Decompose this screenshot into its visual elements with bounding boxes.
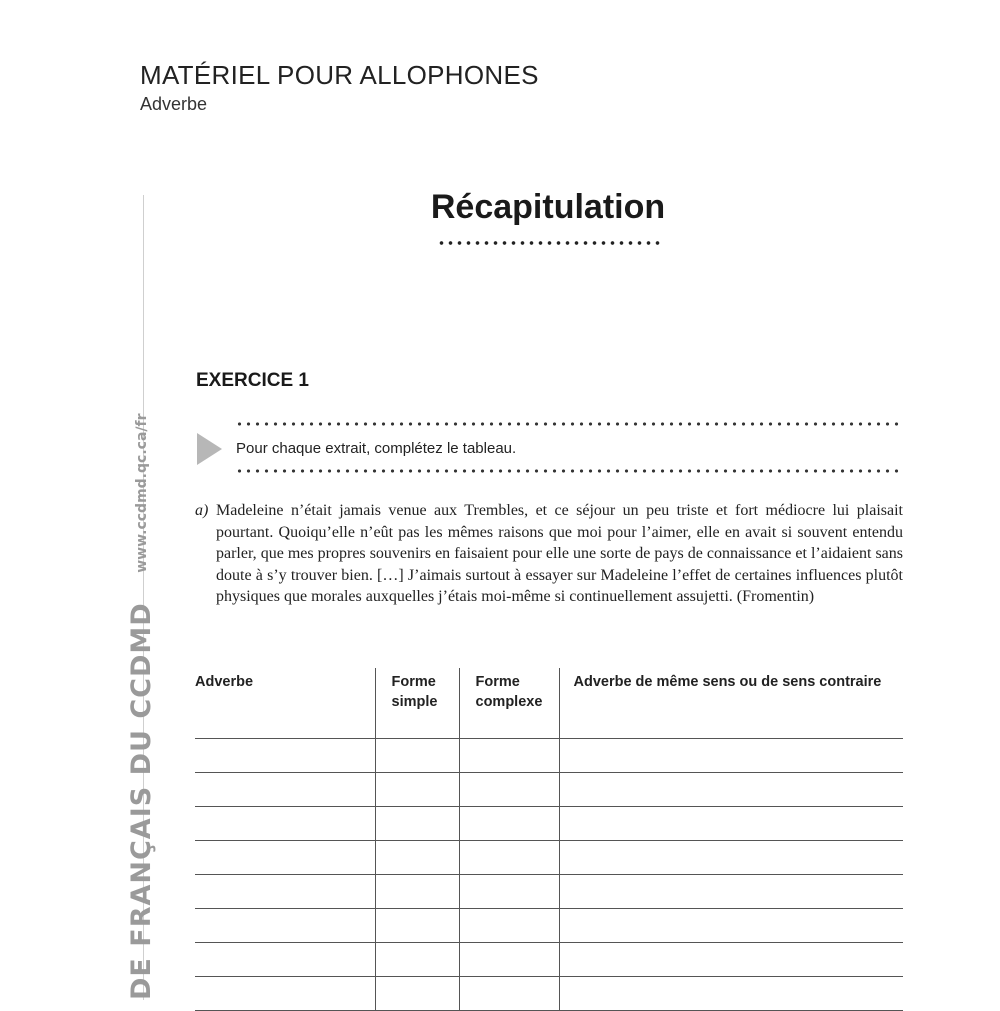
answer-cell[interactable] bbox=[375, 977, 459, 1011]
table-row bbox=[195, 943, 903, 977]
column-header-sens: Adverbe de même sens ou de sens contraire bbox=[559, 668, 903, 739]
answer-cell[interactable] bbox=[375, 739, 459, 773]
answer-cell[interactable] bbox=[559, 807, 903, 841]
table-row bbox=[195, 773, 903, 807]
answer-cell[interactable] bbox=[195, 773, 375, 807]
table-header-row bbox=[195, 668, 903, 739]
answer-cell[interactable] bbox=[459, 739, 559, 773]
answer-table bbox=[195, 668, 903, 1011]
table-row bbox=[195, 875, 903, 909]
answer-cell[interactable] bbox=[195, 841, 375, 875]
table-row bbox=[195, 739, 903, 773]
answer-cell[interactable] bbox=[459, 943, 559, 977]
column-header-forme-complexe: Forme complexe bbox=[459, 668, 559, 739]
answer-cell[interactable] bbox=[459, 841, 559, 875]
answer-cell[interactable] bbox=[559, 875, 903, 909]
answer-cell[interactable] bbox=[459, 773, 559, 807]
document-header-title: MATÉRIEL POUR ALLOPHONES bbox=[140, 60, 539, 90]
answer-cell[interactable] bbox=[195, 977, 375, 1011]
answer-cell[interactable] bbox=[195, 943, 375, 977]
table-row bbox=[195, 807, 903, 841]
triangle-right-icon bbox=[197, 433, 222, 465]
exercise-instruction: Pour chaque extrait, complétez le tableau. bbox=[236, 440, 517, 457]
instruction-top-dotted-line bbox=[235, 421, 903, 427]
answer-cell[interactable] bbox=[375, 943, 459, 977]
answer-cell[interactable] bbox=[375, 909, 459, 943]
column-header-forme-simple: Forme simple bbox=[375, 668, 459, 739]
answer-cell[interactable] bbox=[195, 739, 375, 773]
sidebar-url-text: www.ccdmd.qc.ca/fr bbox=[134, 413, 150, 573]
answer-cell[interactable] bbox=[559, 841, 903, 875]
answer-cell[interactable] bbox=[459, 909, 559, 943]
table-row bbox=[195, 841, 903, 875]
column-header-adverbe: Adverbe bbox=[195, 668, 375, 739]
table-row bbox=[195, 909, 903, 943]
instruction-bottom-dotted-line bbox=[235, 468, 903, 474]
answer-cell[interactable] bbox=[559, 943, 903, 977]
answer-cell[interactable] bbox=[459, 875, 559, 909]
answer-cell[interactable] bbox=[559, 739, 903, 773]
answer-cell[interactable] bbox=[195, 875, 375, 909]
answer-cell[interactable] bbox=[459, 977, 559, 1011]
answer-cell[interactable] bbox=[559, 977, 903, 1011]
sidebar-vertical-text bbox=[126, 414, 157, 1001]
title-dotted-underline bbox=[437, 240, 662, 246]
answer-cell[interactable] bbox=[375, 841, 459, 875]
answer-cell[interactable] bbox=[375, 875, 459, 909]
excerpt-text: Madeleine n’était jamais venue aux Trembles, et ce séjour un peu triste et fort médiocre lui plaisait pourtant. Quoiqu’elle n’eût pas les mêmes raisons que moi pour l’aimer, elle en avait si souvent entendu parler, que mes propres souvenirs en faisaient pour elle une sorte de pays de connaissance et l’aidaient sans doute à s’y trouver bien. […] J’aimais surtout à essayer sur Madeleine l’effet de certaines influences plutôt physiques que morales auxquelles j’étais moi-même si continuellement assujetti. (Fromentin) bbox=[216, 502, 903, 605]
excerpt-label: a) bbox=[195, 502, 209, 519]
answer-cell[interactable] bbox=[459, 807, 559, 841]
table-body bbox=[195, 739, 903, 1011]
answer-cell[interactable] bbox=[195, 807, 375, 841]
document-header-subtitle: Adverbe bbox=[140, 94, 208, 114]
answer-cell[interactable] bbox=[559, 773, 903, 807]
answer-cell[interactable] bbox=[375, 773, 459, 807]
answer-cell[interactable] bbox=[195, 909, 375, 943]
answer-cell[interactable] bbox=[375, 807, 459, 841]
sidebar-brand-text: DE FRANÇAIS DU CCDMD bbox=[126, 602, 157, 1000]
answer-cell[interactable] bbox=[559, 909, 903, 943]
exercise-title: EXERCICE 1 bbox=[196, 370, 309, 391]
table-row bbox=[195, 977, 903, 1011]
page-title: Récapitulation bbox=[430, 188, 666, 226]
